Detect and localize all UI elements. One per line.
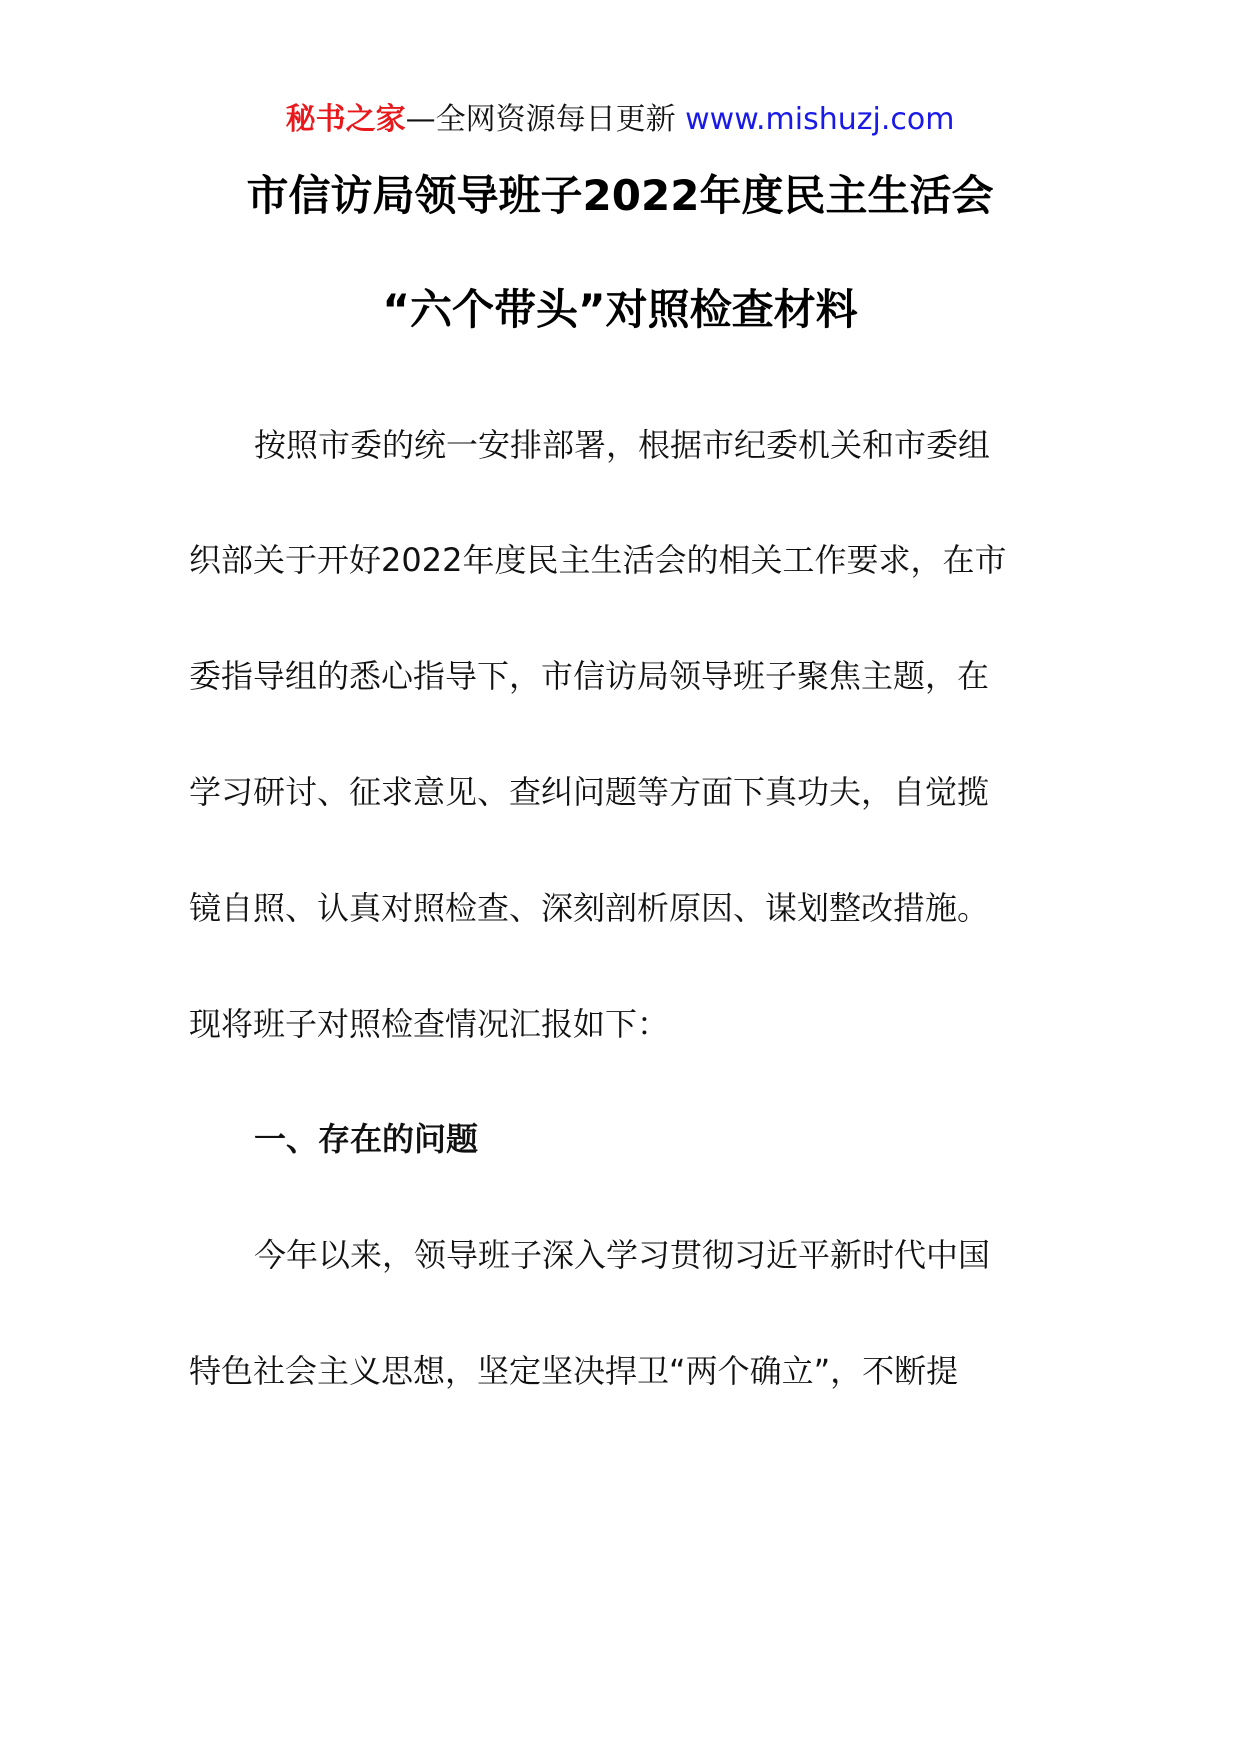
paragraph-line: 今年以来，领导班子深入学习贯彻习近平新时代中国 bbox=[254, 1236, 991, 1274]
paragraph-line: 镜自照、认真对照检查、深刻剖析原因、谋划整改措施。 bbox=[189, 889, 990, 927]
paragraph-line: 按照市委的统一安排部署，根据市纪委机关和市委组 bbox=[254, 426, 991, 464]
document-title-line-2: “六个带头”对照检查材料 bbox=[382, 285, 858, 334]
paragraph-line: 织部关于开好2022年度民主生活会的相关工作要求，在市 bbox=[189, 541, 1007, 579]
document-title-line-1: 市信访局领导班子2022年度民主生活会 bbox=[246, 171, 994, 220]
paragraph-line: 学习研讨、征求意见、查纠问题等方面下真功夫，自觉揽 bbox=[189, 773, 990, 811]
paragraph-line: 特色社会主义思想，坚定坚决捍卫“两个确立”，不断提 bbox=[189, 1352, 959, 1390]
paragraph-line: 委指导组的悉心指导下，市信访局领导班子聚焦主题，在 bbox=[189, 657, 990, 695]
section-heading: 一、存在的问题 bbox=[254, 1120, 479, 1158]
paragraph-line: 现将班子对照检查情况汇报如下： bbox=[189, 1005, 670, 1043]
brand-name: 秘书之家 bbox=[285, 102, 406, 137]
header-slogan: —全网资源每日更新 bbox=[405, 102, 676, 137]
site-header bbox=[0, 100, 1240, 140]
site-url-link[interactable]: www.mishuzj.com bbox=[685, 102, 955, 137]
